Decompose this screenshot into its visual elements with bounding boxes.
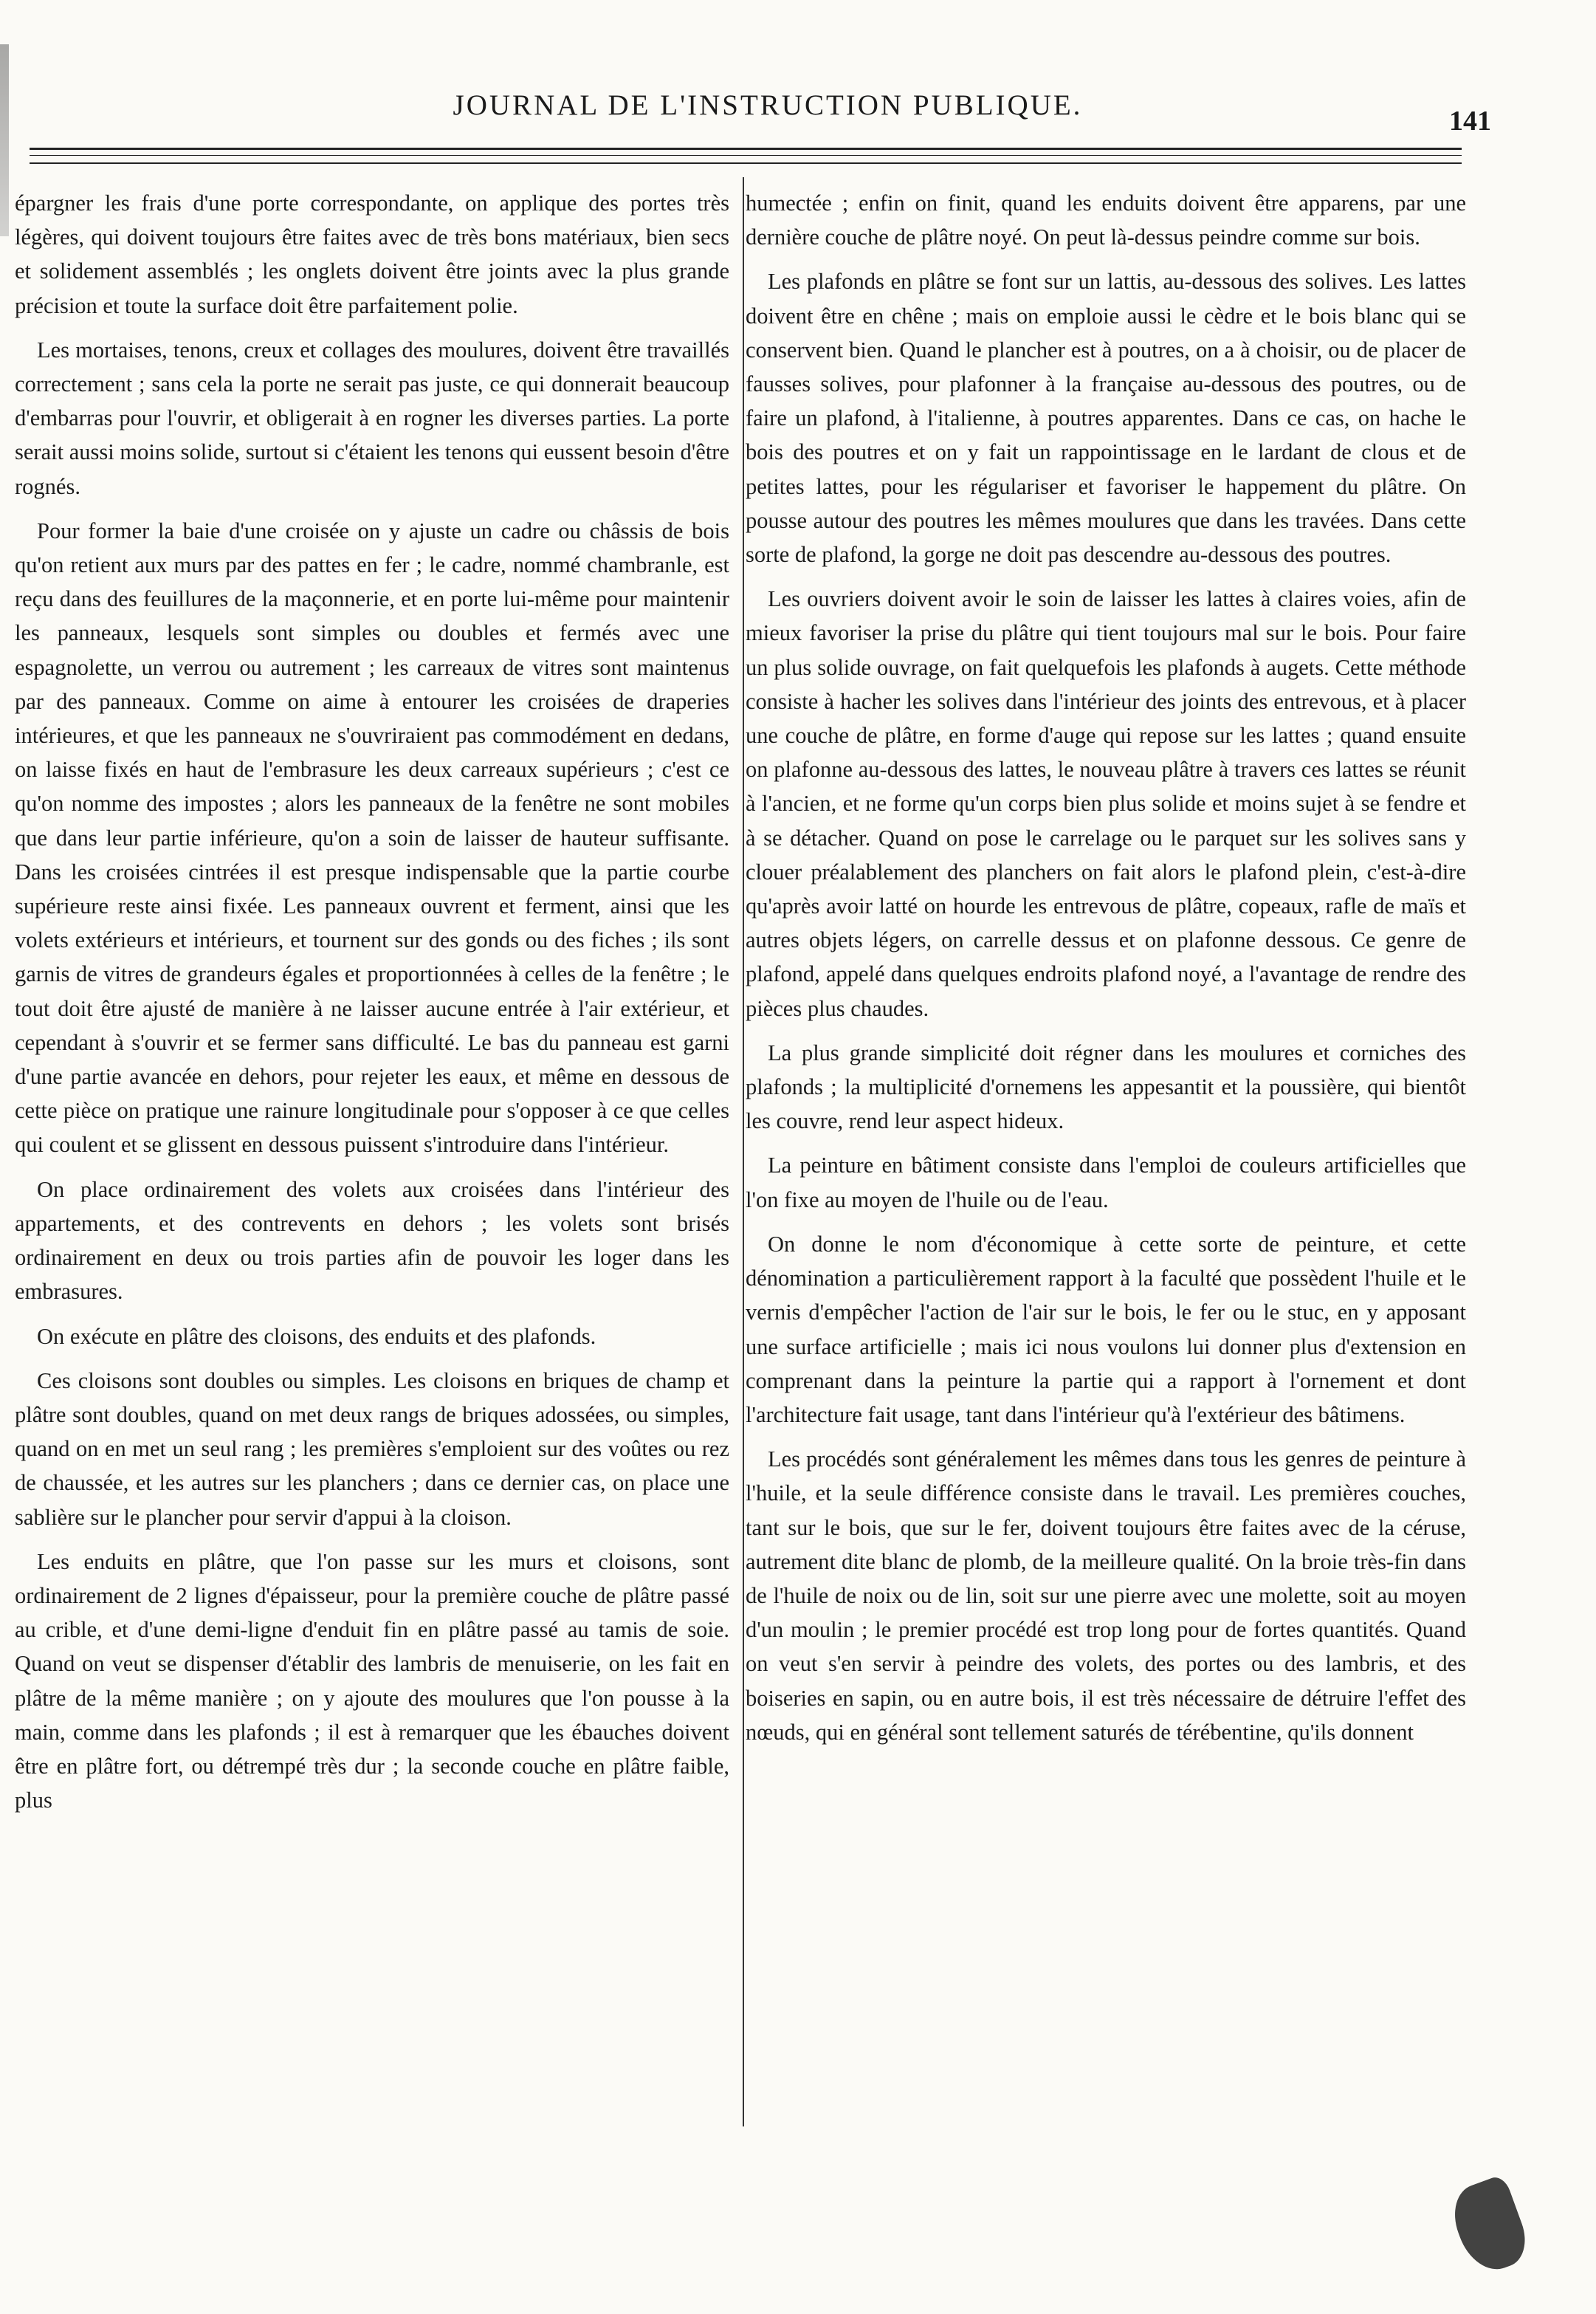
column-divider <box>743 177 744 2126</box>
paragraph: On donne le nom d'économique à cette sorte de peinture, et cette dénomination a particulièrement rapport à la faculté que possèdent l'huile et le vernis d'empêcher l'action de l'air sur le bois, le fer ou le stuc, en y apposant une surface artificielle ; mais ici nous voulons lui donner plus d'extension en comprenant dans la peinture la partie qui a rapport à l'ornement et dont l'architecture fait usage, tant dans l'intérieur qu'à l'extérieur des bâtimens. <box>746 1231 1466 1427</box>
ink-stamp-mark <box>1445 2174 1534 2279</box>
binding-shadow <box>0 44 9 236</box>
paragraph: La peinture en bâtiment consiste dans l'emploi de couleurs artificielles que l'on fixe au moyen de l'huile ou de l'eau. <box>746 1153 1466 1212</box>
header-rule-bottom <box>30 162 1462 164</box>
page-number: 141 <box>1449 106 1491 137</box>
paragraph: Les procédés sont généralement les mêmes dans tous les genres de peinture à l'huile, et la seule différence consiste dans le travail. Les premières couches, tant sur le bois, que sur le fer, doivent toujours être faites avec de la céruse, autrement dite blanc de plomb, de la meilleure qualité. On la broie très-fin dans de l'huile de noix ou de lin, soit sur une pierre avec une molette, soit au moyen d'un moulin ; le premier procédé est trop long pour de fortes quantités. Quand on veut s'en servir à peindre des volets, des portes ou des lambris, et des boiseries en sapin, ou en autre bois, il est très nécessaire de détruire l'effet des nœuds, qui en général sont tellement saturés de térébentine, qu'ils donnent <box>746 1446 1466 1745</box>
paragraph: La plus grande simplicité doit régner dans les moulures et corniches des plafonds ; la multiplicité d'ornemens les appesantit et la poussière, qui bientôt les couvre, rend leur aspect hideux. <box>746 1040 1466 1134</box>
header-rule-top <box>30 148 1462 150</box>
paragraph: Les mortaises, tenons, creux et collages des moulures, doivent être travaillés correctement ; sans cela la porte ne serait pas juste, ce qui donnerait beaucoup d'embarras pour l'ouvrir, et obligerait à en rogner les diverses parties. La porte serait aussi moins solide, surtout si c'étaient les tenons qui eussent besoin d'être rognés. <box>15 337 729 499</box>
paragraph: Pour former la baie d'une croisée on y ajuste un cadre ou châssis de bois qu'on retient aux murs par des pattes en fer ; le cadre, nommé chambranle, est reçu dans des feuillures de la maçonnerie, et en porte lui-même pour maintenir les panneaux, lesquels sont simples ou doubles et fermés avec une espagnolette, un verrou ou autrement ; les carreaux de vitres sont maintenus par des panneaux. Comme on aime à entourer les croisées de draperies intérieures, et que les panneaux ne s'ouvriraient pas commodément en dedans, on laisse fixés en haut de l'embrasure les deux carreaux supérieurs ; c'est ce qu'on nomme des impostes ; alors les panneaux de la fenêtre ne sont mobiles que dans leur partie inférieure, qu'on a soin de laisser de hauteur suffisante. Dans les croisées cintrées il est presque indispensable que la partie courbe supérieure reste ainsi fixée. Les panneaux ouvrent et ferment, ainsi que les volets extérieurs et intérieurs, et tournent sur des gonds ou des fiches ; ils sont garnis de vitres de grandeurs égales et proportionnées à celles de la fenêtre ; le tout doit être ajusté de manière à ne laisser aucune entrée à l'air extérieur, et cependant à s'ouvrir et se fermer sans difficulté. Le bas du panneau est garni d'une partie avancée en dehors, pour rejeter les eaux, et même en dessous de cette pièce on pratique une rainure longitudinale pour s'opposer à ce que celles qui coulent et se glissent en dessous puissent s'introduire dans l'intérieur. <box>15 518 729 1158</box>
header-rule-middle <box>30 155 1462 156</box>
paragraph: Les plafonds en plâtre se font sur un lattis, au-dessous des solives. Les lattes doivent être en chêne ; mais on emploie aussi le cèdre et le bois blanc qui se conservent bien. Quand le plancher est à poutres, on a à choisir, ou de placer de fausses solives, pour plafonner à la française au-dessous des poutres, ou de faire un plafond, à l'italienne, à poutres apparentes. Dans ce cas, on hache le bois des poutres et on y fait un rappointissage en le lardant de clous et de petites lattes, pour les régulariser et favoriser le happement du plâtre. On pousse autour des poutres les mêmes moulures que dans les travées. Dans cette sorte de plafond, la gorge ne doit pas descendre au-dessous des poutres. <box>746 269 1466 568</box>
right-column <box>746 186 1466 2135</box>
paragraph: humectée ; enfin on finit, quand les enduits doivent être apparens, par une dernière couche de plâtre noyé. On peut là-dessus peindre comme sur bois. <box>746 190 1466 250</box>
paragraph: Ces cloisons sont doubles ou simples. Les cloisons en briques de champ et plâtre sont doubles, quand on met deux rangs de briques adossées, ou simples, quand on en met un seul rang ; les premières s'emploient sur des voûtes ou rez de chaussée, et les autres sur les planchers ; dans ce dernier cas, on place une sablière sur le plancher pour servir d'appui à la cloison. <box>15 1367 729 1530</box>
page-header <box>15 83 1587 137</box>
paragraph: Les ouvriers doivent avoir le soin de laisser les lattes à claires voies, afin de mieux favoriser la prise du plâtre qui tient toujours mal sur le bois. Pour faire un plus solide ouvrage, on fait quelquefois les plafonds à augets. Cette méthode consiste à hacher les solives dans l'intérieur des joints des entrevous, et à placer une couche de plâtre, en forme d'auge qui repose sur les lattes ; quand ensuite on plafonne au-dessous des lattes, le nouveau plâtre à travers ces lattes se réunit à l'ancien, et ne forme qu'un corps bien plus solide et moins sujet à se fendre et à se détacher. Quand on pose le carrelage ou le parquet sur les solives sans y clouer préalablement des planchers on fait alors le plafond plein, c'est-à-dire qu'après avoir latté on hourde les entrevous de plâtre, copeaux, rafle de maïs et autres objets légers, on carrelle dessus et on plafonne dessous. Ce genre de plafond, appelé dans quelques endroits plafond noyé, a l'avantage de rendre des pièces plus chaudes. <box>746 586 1466 1021</box>
paragraph: Les enduits en plâtre, que l'on passe sur les murs et cloisons, sont ordinairement de 2 lignes d'épaisseur, pour la première couche de plâtre passé au crible, et d'une demi-ligne d'enduit fin en plâtre passé au tamis de soie. Quand on veut se dispenser d'établir des lambris de menuiserie, on les fait en plâtre de la même manière ; on y ajoute des moulures que l'on pousse à la main, comme dans les plafonds ; il est à remarquer que les ébauches doivent être en plâtre fort, ou détrempé très dur ; la seconde couche en plâtre faible, plus <box>15 1548 729 1813</box>
left-column <box>15 186 729 2135</box>
running-title: JOURNAL DE L'INSTRUCTION PUBLIQUE. <box>453 89 1083 121</box>
paragraph: On exécute en plâtre des cloisons, des enduits et des plafonds. <box>37 1323 596 1349</box>
paragraph: On place ordinairement des volets aux croisées dans l'intérieur des appartements, et des contrevents en dehors ; les volets sont brisés ordinairement en deux ou trois parties afin de pouvoir les loger dans les embrasures. <box>15 1176 729 1305</box>
paragraph: épargner les frais d'une porte correspondante, on applique des portes très légères, qui doivent toujours être faites avec de très bons matériaux, bien secs et solidement assemblés ; les onglets doivent être joints avec la plus grande précision et toute la surface doit être parfaitement polie. <box>15 190 729 318</box>
